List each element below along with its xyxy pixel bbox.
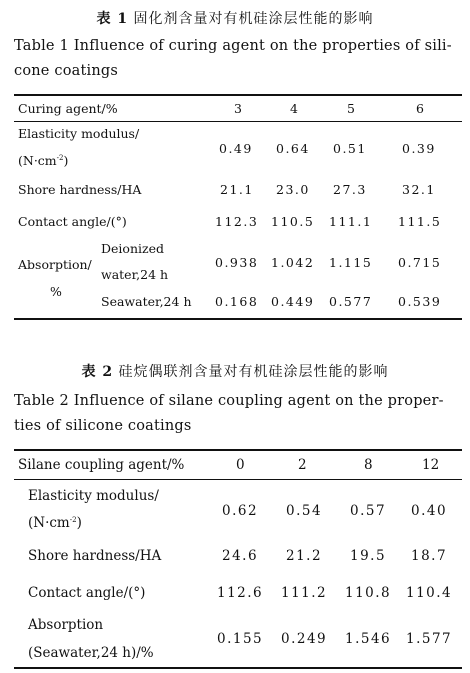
table1-contact-value: 111.1 <box>329 214 373 229</box>
table2-contact-value: 112.6 <box>217 585 264 601</box>
table2-absorption-value: 1.577 <box>406 631 453 647</box>
table2-caption-en-line1: Table 2 Influence of silane coupling agent on the proper- <box>14 393 444 409</box>
table1-contact-value: 112.3 <box>215 214 259 229</box>
table2-absorption-label1: Absorption <box>28 617 104 633</box>
table1-contact-label: Contact angle/(°) <box>18 214 127 229</box>
table1-caption-cn-label: 表 1 <box>96 11 129 27</box>
table2-contact-value: 110.8 <box>345 585 392 601</box>
table2-absorption-value: 1.546 <box>345 631 392 647</box>
table2-shore-value: 18.7 <box>411 548 448 564</box>
table1-absorption-sub2-value: 0.577 <box>329 294 373 309</box>
table2-absorption-label2: (Seawater,24 h)/% <box>28 645 154 661</box>
table2-shore-label: Shore hardness/HA <box>28 548 162 564</box>
table2-elastic-value: 0.57 <box>350 503 387 519</box>
table1-header-rule <box>14 121 462 122</box>
table1-absorption-sub2-value: 0.449 <box>271 294 315 309</box>
table1-contact-value: 111.5 <box>398 214 442 229</box>
table1-caption-en-line1: Table 1 Influence of curing agent on the properties of sili- <box>14 38 452 54</box>
table2-elastic-label1: Elasticity modulus/ <box>28 488 159 504</box>
table1-absorption-sub2-value: 0.539 <box>398 294 442 309</box>
table1-absorption-sub2: Seawater,24 h <box>101 294 192 309</box>
table1-header-col: 5 <box>347 101 355 116</box>
table1-header-col: 6 <box>416 101 424 116</box>
table1-header-col: 3 <box>234 101 242 116</box>
table1-absorption-sub1-line1: Deionized <box>101 241 164 256</box>
table1-absorption-sub1-value: 0.715 <box>398 255 442 270</box>
table2-top-rule <box>14 449 462 451</box>
table2-elastic-value: 0.40 <box>411 503 448 519</box>
table1-header-label: Curing agent/% <box>18 101 118 116</box>
table1-header-col: 4 <box>290 101 298 116</box>
table1-shore-value: 27.3 <box>333 182 367 197</box>
table2-caption-en <box>14 389 462 439</box>
table2-absorption-value: 0.155 <box>217 631 264 647</box>
table1-absorption-label2: % <box>50 284 62 299</box>
table1-shore-value: 21.1 <box>220 182 254 197</box>
table1-shore-value: 32.1 <box>402 182 436 197</box>
table2-header-col: 2 <box>298 457 307 473</box>
table1-absorption-sub1-value: 0.938 <box>215 255 259 270</box>
table1-shore-label: Shore hardness/HA <box>18 182 142 197</box>
table1-absorption-sub1-value: 1.115 <box>329 255 373 270</box>
table1-elastic-value: 0.64 <box>276 141 310 156</box>
table2-elastic-label2: $(N\cdot cm^{-2})$ <box>28 515 82 531</box>
table1-elastic-label2: $(N\cdot cm^{-2})$ <box>18 153 69 168</box>
table1-elastic-value: 0.51 <box>333 141 367 156</box>
table2-header-label: Silane coupling agent/% <box>18 457 185 473</box>
table2-header-col: 0 <box>236 457 245 473</box>
table1-caption-cn <box>0 8 470 28</box>
table2-caption-cn <box>0 361 470 381</box>
table1-shore-value: 23.0 <box>276 182 310 197</box>
table2-shore-value: 21.2 <box>286 548 323 564</box>
table2-bottom-rule <box>14 667 462 669</box>
table1-elastic-value: 0.39 <box>402 141 436 156</box>
table2-header-rule <box>14 479 462 480</box>
table2-caption-cn-label: 表 2 <box>81 364 114 380</box>
table2-shore-value: 24.6 <box>222 548 259 564</box>
table2-elastic-value: 0.54 <box>286 503 323 519</box>
table1-caption-en-line2: cone coatings <box>14 63 119 79</box>
table2-contact-value: 111.2 <box>281 585 328 601</box>
table1-bottom-rule <box>14 318 462 320</box>
table2-header-col: 8 <box>364 457 373 473</box>
table2-contact-value: 110.4 <box>406 585 453 601</box>
table2-elastic-value: 0.62 <box>222 503 259 519</box>
table1-elastic-value: 0.49 <box>219 141 253 156</box>
table1-caption-en <box>14 34 462 84</box>
table2-caption-en-line2: ties of silicone coatings <box>14 418 192 434</box>
table1-top-rule <box>14 94 462 96</box>
table1-absorption-sub1-line2: water,24 h <box>101 267 169 282</box>
table1-caption-cn-text: 固化剂含量对有机硅涂层性能的影响 <box>133 11 374 27</box>
table1-absorption-sub2-value: 0.168 <box>215 294 259 309</box>
table2-header-col: 12 <box>422 457 440 473</box>
table2-caption-cn-text: 硅烷偶联剂含量对有机硅涂层性能的影响 <box>118 364 389 380</box>
table1-absorption-label1: Absorption/ <box>18 257 92 272</box>
table1-elastic-label1: Elasticity modulus/ <box>18 126 140 141</box>
table2-contact-label: Contact angle/(°) <box>28 585 146 601</box>
table2-absorption-value: 0.249 <box>281 631 328 647</box>
table1-contact-value: 110.5 <box>271 214 315 229</box>
table1-absorption-sub1-value: 1.042 <box>271 255 315 270</box>
table2-shore-value: 19.5 <box>350 548 387 564</box>
